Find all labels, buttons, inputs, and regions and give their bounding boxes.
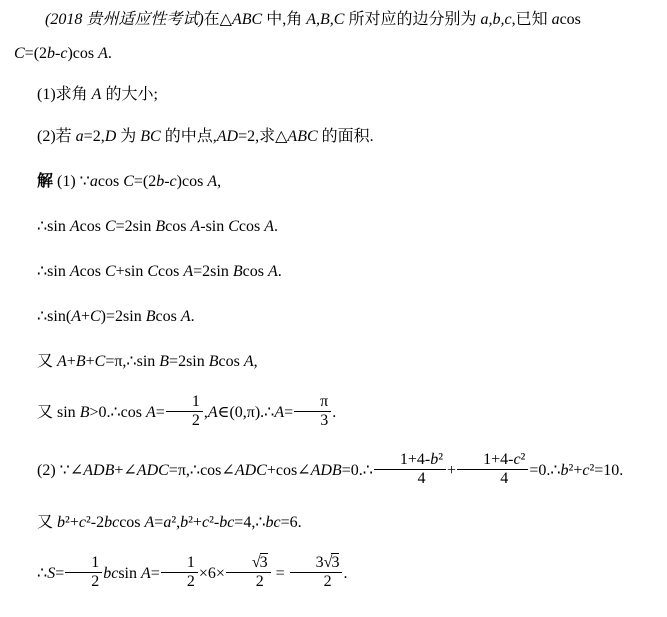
text-segment: C xyxy=(147,263,159,280)
text-segment: ² xyxy=(520,450,526,468)
text-segment: B xyxy=(159,353,170,370)
text-segment: (2)若 xyxy=(37,128,76,145)
text-segment: A xyxy=(207,404,218,422)
text-segment: + xyxy=(66,353,76,370)
text-segment: B xyxy=(155,218,166,235)
text-segment: 4 xyxy=(417,469,426,487)
text-segment: . xyxy=(277,263,282,280)
text-segment: bc xyxy=(103,564,119,582)
text-segment: + xyxy=(85,353,95,370)
text-segment: . xyxy=(332,404,337,422)
text-segment: ², xyxy=(171,513,181,531)
text-segment: C xyxy=(104,263,116,280)
text-segment: b xyxy=(156,173,165,190)
solution-step-angle-sum xyxy=(14,350,659,374)
text-segment: c xyxy=(78,513,86,531)
text-segment: c xyxy=(169,173,177,190)
text-segment: C xyxy=(104,218,116,235)
fraction-denominator xyxy=(290,572,343,591)
text-segment: (1) ∵ xyxy=(53,173,90,190)
text-segment: A xyxy=(207,173,218,190)
text-segment: ABC xyxy=(287,128,318,145)
text-segment: 又 sin xyxy=(37,404,80,422)
text-segment: c xyxy=(513,450,521,468)
text-segment: = xyxy=(271,564,289,582)
fraction-denominator xyxy=(166,411,203,430)
text-segment: =2sin xyxy=(169,353,209,370)
text-segment: A xyxy=(146,404,156,422)
text-segment: 中,角 xyxy=(262,11,307,28)
text-segment: + xyxy=(447,461,457,479)
text-segment: 又 xyxy=(37,513,58,531)
text-segment: = xyxy=(55,564,65,582)
text-segment: 所对应的边分别为 xyxy=(344,11,481,28)
solution-step-rearranged xyxy=(14,260,659,284)
text-segment: . xyxy=(107,45,112,62)
text-segment: )cos xyxy=(67,45,99,62)
text-segment: S xyxy=(47,564,56,582)
text-segment: 1+4- xyxy=(483,450,514,468)
text-segment: ∴ xyxy=(37,564,48,582)
text-segment: +cos∠ xyxy=(266,461,311,479)
text-segment: = xyxy=(155,404,165,422)
fraction-numerator xyxy=(161,554,198,572)
text-segment: =4,∴ xyxy=(234,513,266,531)
text-segment: A xyxy=(141,564,151,582)
text-segment: ² xyxy=(438,450,444,468)
fraction-denominator xyxy=(65,572,102,591)
text-segment: = xyxy=(150,564,160,582)
text-segment: 的中点, xyxy=(160,128,217,145)
text-segment: bc xyxy=(265,513,281,531)
text-segment: ADB xyxy=(83,461,115,479)
text-segment: cos xyxy=(165,218,191,235)
text-segment: = xyxy=(154,513,164,531)
text-segment: 3 xyxy=(315,553,324,571)
text-segment: + xyxy=(80,308,90,325)
text-segment: 1 xyxy=(191,393,200,410)
text-segment: +∠ xyxy=(114,461,137,479)
text-segment: A xyxy=(98,45,108,62)
text-segment: cos xyxy=(119,513,145,531)
text-segment: C xyxy=(90,308,101,325)
text-segment: =2,求△ xyxy=(238,128,288,145)
text-segment: A xyxy=(274,404,285,422)
solution-step-sum-identity xyxy=(14,305,659,329)
text-segment: c xyxy=(60,45,68,62)
math-document xyxy=(14,8,659,592)
text-segment: A xyxy=(183,263,194,280)
text-segment: A,B,C xyxy=(306,11,345,28)
problem-intro-continuation xyxy=(14,42,659,66)
text-segment: b xyxy=(47,45,56,62)
text-segment: A xyxy=(190,218,201,235)
text-segment: ,已知 xyxy=(511,11,552,28)
fraction xyxy=(65,554,102,591)
text-segment: π xyxy=(320,393,329,410)
text-segment: - xyxy=(164,173,170,190)
text-segment: A xyxy=(69,263,80,280)
text-segment: cos xyxy=(158,263,184,280)
text-segment: , xyxy=(253,353,258,370)
text-segment: 为 xyxy=(116,128,141,145)
text-segment: B xyxy=(232,263,243,280)
fraction-denominator xyxy=(457,469,528,488)
text-segment: 的面积. xyxy=(317,128,374,145)
fraction-numerator xyxy=(166,393,203,411)
solution-step-sine-rule xyxy=(14,215,659,239)
text-segment: , xyxy=(217,173,222,190)
fraction-denominator xyxy=(226,572,271,591)
text-segment: bc xyxy=(219,513,235,531)
fraction xyxy=(226,554,271,591)
text-segment: ∴sin xyxy=(37,218,70,235)
text-segment: ²+ xyxy=(568,461,583,479)
solution-part2-median xyxy=(14,450,659,490)
text-segment: . xyxy=(343,564,348,582)
text-segment: . xyxy=(274,218,279,235)
text-segment: ²+ xyxy=(65,513,79,531)
text-segment: A xyxy=(243,353,254,370)
text-segment: A xyxy=(57,353,67,370)
text-segment: ²+ xyxy=(188,513,202,531)
text-segment: cos xyxy=(242,263,268,280)
text-segment: C xyxy=(14,45,25,62)
question-2 xyxy=(14,125,659,149)
text-segment: 2 xyxy=(186,572,195,590)
solution-step-cosine-rule xyxy=(14,511,659,535)
text-segment: b xyxy=(430,450,439,468)
radicand: 3 xyxy=(331,553,340,571)
text-segment: 4 xyxy=(500,469,509,487)
text-segment: ×6× xyxy=(198,564,225,582)
square-root xyxy=(324,553,340,571)
text-segment: 3 xyxy=(320,411,329,429)
text-segment: -sin xyxy=(200,218,229,235)
text-segment: A xyxy=(264,218,275,235)
text-segment: , xyxy=(203,404,208,422)
text-segment: 1 xyxy=(91,553,100,571)
text-segment: =2sin xyxy=(193,263,233,280)
text-segment: A xyxy=(144,513,155,531)
text-segment: cos xyxy=(155,308,181,325)
text-segment: A xyxy=(69,218,80,235)
text-segment: B xyxy=(208,353,219,370)
text-segment: C xyxy=(94,353,106,370)
text-segment: 2 xyxy=(323,572,332,590)
text-segment: cos xyxy=(218,353,244,370)
radical-sign: √ xyxy=(323,553,332,571)
solution-area-result xyxy=(14,553,659,593)
text-segment: ADC xyxy=(136,461,169,479)
radical-sign: √ xyxy=(251,553,260,571)
fraction xyxy=(294,393,331,430)
fraction-numerator xyxy=(374,451,446,469)
text-segment: )=2sin xyxy=(100,308,146,325)
text-segment: =6. xyxy=(280,513,302,531)
text-segment: 2 xyxy=(91,572,100,590)
text-segment: a,b,c xyxy=(480,11,512,28)
text-segment: =(2 xyxy=(24,45,48,62)
text-segment: sin xyxy=(118,564,141,582)
fraction-numerator xyxy=(290,554,343,572)
square-root xyxy=(252,553,268,571)
text-segment: =π,∴cos∠ xyxy=(168,461,235,479)
fraction xyxy=(166,393,203,430)
solution-part1-result xyxy=(14,395,659,432)
text-segment: ²- xyxy=(209,513,220,531)
text-segment: 解 xyxy=(37,173,54,190)
fraction-denominator xyxy=(294,411,331,430)
text-segment: B xyxy=(79,404,90,422)
text-segment: =0.∴ xyxy=(341,461,373,479)
text-segment: ∴sin xyxy=(37,263,70,280)
text-segment: . xyxy=(190,308,195,325)
text-segment: a xyxy=(551,11,560,28)
text-segment: a xyxy=(89,173,98,190)
text-segment: - xyxy=(55,45,61,62)
fraction xyxy=(457,451,528,488)
text-segment: a xyxy=(163,513,172,531)
text-segment: A xyxy=(91,86,102,103)
text-segment: C xyxy=(123,173,134,190)
text-segment: ²=10. xyxy=(589,461,624,479)
fraction-numerator xyxy=(457,451,528,469)
text-segment: =π,∴sin xyxy=(105,353,160,370)
text-segment: (2) ∵∠ xyxy=(37,461,84,479)
text-segment: ∴sin( xyxy=(37,308,72,325)
text-segment: ABC xyxy=(231,11,263,28)
fraction xyxy=(290,554,343,591)
text-segment: C xyxy=(228,218,239,235)
text-segment: =2, xyxy=(83,128,105,145)
text-segment: cos xyxy=(238,218,265,235)
text-segment: >0.∴cos xyxy=(89,404,146,422)
text-segment: AD xyxy=(216,128,239,145)
text-segment: ²-2 xyxy=(85,513,105,531)
text-segment: c xyxy=(582,461,590,479)
text-segment: ∈(0,π).∴ xyxy=(217,404,275,422)
text-segment: +sin xyxy=(115,263,148,280)
fraction-numerator xyxy=(65,554,102,572)
question-1 xyxy=(14,83,659,107)
text-segment: 2 xyxy=(191,411,200,429)
text-segment: A xyxy=(71,308,81,325)
text-segment: (1)求角 xyxy=(37,86,92,103)
text-segment: 又 xyxy=(37,353,58,370)
fraction-denominator xyxy=(374,469,446,488)
text-segment: 的大小; xyxy=(101,86,158,103)
text-segment: b xyxy=(560,461,569,479)
text-segment: c xyxy=(201,513,210,531)
text-segment: =(2 xyxy=(133,173,157,190)
text-segment: cos xyxy=(79,218,105,235)
text-segment: ADB xyxy=(310,461,342,479)
fraction-numerator xyxy=(294,393,331,411)
text-segment: bc xyxy=(104,513,120,531)
text-segment: =0.∴ xyxy=(529,461,561,479)
text-segment: D xyxy=(104,128,117,145)
text-segment: A xyxy=(267,263,278,280)
text-segment: b xyxy=(180,513,189,531)
text-segment: B xyxy=(145,308,156,325)
text-segment: 在△ xyxy=(203,11,232,28)
text-segment: 2 xyxy=(255,572,264,590)
text-segment: )cos xyxy=(176,173,208,190)
fraction xyxy=(161,554,198,591)
text-segment: a xyxy=(75,128,84,145)
fraction xyxy=(374,451,446,488)
text-segment: A xyxy=(180,308,191,325)
problem-intro xyxy=(14,8,659,32)
text-segment: 1 xyxy=(186,553,195,571)
fraction-numerator xyxy=(226,554,271,572)
text-segment: cos xyxy=(79,263,105,280)
text-segment: BC xyxy=(140,128,161,145)
text-segment: = xyxy=(284,404,294,422)
solution-part1-given xyxy=(14,170,659,194)
fraction-denominator xyxy=(161,572,198,591)
radicand: 3 xyxy=(259,553,268,571)
text-segment: b xyxy=(57,513,66,531)
text-segment: ADC xyxy=(234,461,267,479)
text-segment: =2sin xyxy=(115,218,156,235)
text-segment: B xyxy=(75,353,86,370)
text-segment: (2018 贵州适应性考试) xyxy=(45,11,204,28)
text-segment: 1+4- xyxy=(399,450,431,468)
text-segment: cos xyxy=(97,173,124,190)
text-segment: cos xyxy=(559,11,581,28)
